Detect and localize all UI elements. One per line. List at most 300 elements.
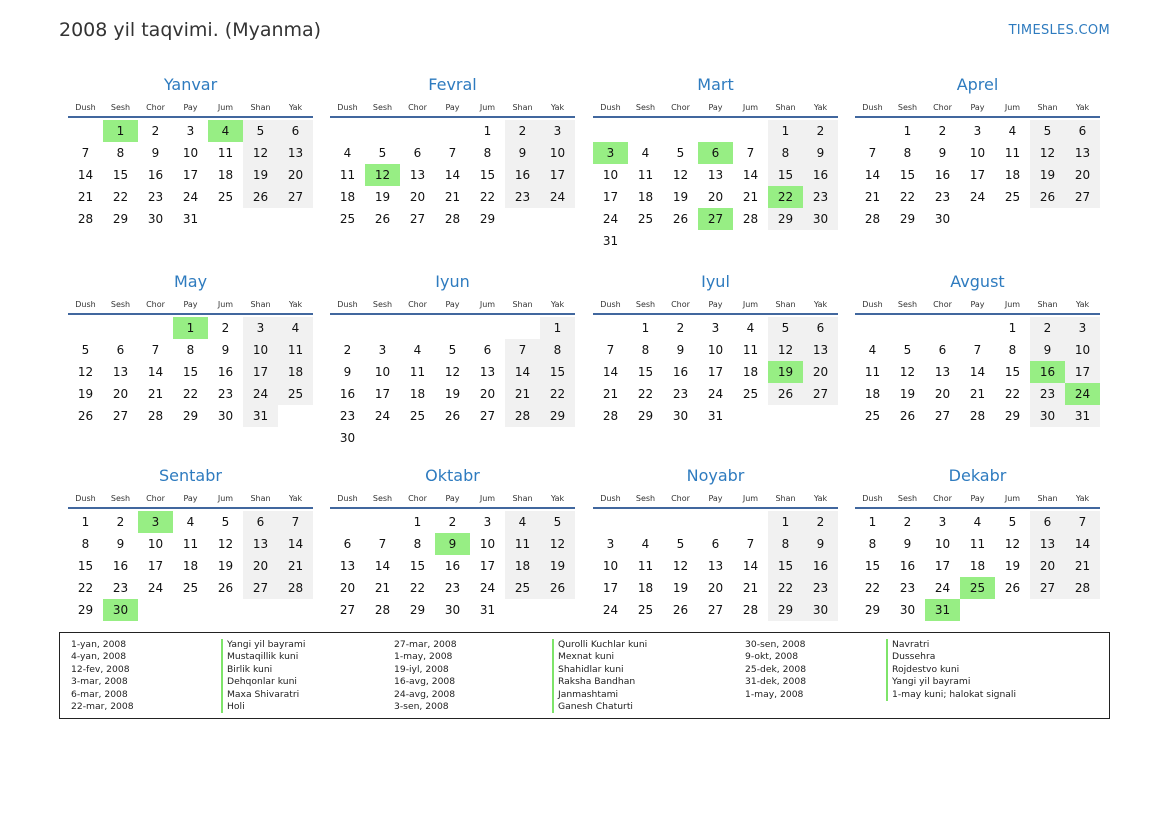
week-row: [855, 511, 1100, 533]
day-cell: 2: [116, 515, 125, 529]
day-cell: 13: [1030, 533, 1065, 555]
empty-day-cell: [698, 230, 733, 252]
day-cell: 5: [448, 343, 457, 357]
day-cell: 9: [676, 343, 685, 357]
day-cell: 9: [343, 365, 352, 379]
day-cell: 28: [969, 409, 986, 423]
month-name: Iyun: [435, 272, 470, 291]
day-cell: 17: [969, 168, 986, 182]
day-cell: 27: [409, 212, 426, 226]
day-cell: 20: [1065, 164, 1100, 186]
day-cell: 12: [77, 365, 94, 379]
weekday-label: Yak: [288, 103, 303, 112]
weekday-label: Yak: [550, 494, 565, 503]
day-cell: 31: [602, 234, 619, 248]
day-cell: 18: [742, 365, 759, 379]
day-cell: 9: [803, 142, 838, 164]
weekday-label: Chor: [933, 494, 952, 503]
weekday-label: Shan: [250, 103, 271, 112]
day-cell: 12: [768, 339, 803, 361]
day-cell: 20: [112, 387, 129, 401]
day-cell: 2: [505, 120, 540, 142]
day-cell: 5: [221, 515, 230, 529]
day-cell: 27: [479, 409, 496, 423]
day-cell: 1: [483, 124, 492, 138]
week-row: [330, 339, 575, 361]
month-name: Dekabr: [948, 466, 1007, 485]
day-cell: 5: [243, 120, 278, 142]
day-cell: 1: [413, 515, 422, 529]
week-row: [330, 120, 575, 142]
month-name: May: [173, 272, 208, 291]
weekday-label: Yak: [1075, 300, 1090, 309]
day-cell: 4: [1008, 124, 1017, 138]
day-cell: 22: [77, 581, 94, 595]
day-cell: 21: [374, 581, 391, 595]
day-cell: 1: [641, 321, 650, 335]
day-cell: 25: [505, 577, 540, 599]
day-cell: 4: [868, 343, 877, 357]
day-cell: 12: [672, 559, 689, 573]
week-row: [68, 317, 313, 339]
day-cell: 23: [505, 186, 540, 208]
day-cell: 20: [479, 387, 496, 401]
day-cell: 2: [343, 343, 352, 357]
week-row: [855, 599, 1100, 621]
day-cell: 11: [217, 146, 234, 160]
empty-day-cell: [768, 230, 803, 252]
legend-dates-column: [71, 639, 134, 713]
legend-holiday-name: Qurolli Kuchlar kuni: [552, 639, 647, 651]
week-row: [330, 142, 575, 164]
day-cell: 19: [444, 387, 461, 401]
day-cell: 7: [151, 343, 160, 357]
day-cell: 6: [278, 120, 313, 142]
month-fevral: [330, 74, 575, 230]
week-row: [593, 405, 838, 427]
day-cell: 7: [868, 146, 877, 160]
weekday-label: Chor: [146, 103, 165, 112]
week-row: [330, 555, 575, 577]
legend-dates-column: [394, 639, 457, 713]
holiday-day-cell: 31: [925, 599, 960, 621]
weekday-header: [855, 100, 1100, 118]
day-cell: 10: [182, 146, 199, 160]
week-row: [855, 405, 1100, 427]
legend-date: 16-avg, 2008: [394, 676, 456, 688]
month-may: [68, 271, 313, 427]
weekday-label: Sesh: [635, 494, 656, 503]
day-cell: 28: [374, 603, 391, 617]
day-cell: 3: [938, 515, 947, 529]
weekday-header: [593, 100, 838, 118]
day-cell: 24: [602, 212, 619, 226]
day-cell: 6: [711, 537, 720, 551]
legend-date: 1-may, 2008: [394, 651, 453, 663]
week-row: [330, 186, 575, 208]
legend-holiday-name: Navratri: [886, 639, 1016, 651]
holiday-day-cell: 12: [365, 164, 400, 186]
day-cell: 8: [1008, 343, 1017, 357]
day-cell: 29: [768, 208, 803, 230]
legend-names-column: [221, 639, 305, 713]
week-row: [68, 577, 313, 599]
empty-day-cell: [243, 208, 278, 230]
empty-day-cell: [138, 599, 173, 621]
day-cell: 6: [1065, 120, 1100, 142]
weekday-header: [593, 491, 838, 509]
day-cell: 8: [540, 339, 575, 361]
day-cell: 16: [505, 164, 540, 186]
day-cell: 15: [479, 168, 496, 182]
day-cell: 9: [151, 146, 160, 160]
empty-day-cell: [173, 599, 208, 621]
day-cell: 22: [637, 387, 654, 401]
empty-day-cell: [68, 317, 103, 339]
week-row: [68, 164, 313, 186]
day-cell: 16: [112, 559, 129, 573]
day-cell: 29: [479, 212, 496, 226]
weekday-header: [593, 297, 838, 315]
month-name: Noyabr: [686, 466, 745, 485]
weekday-label: Shan: [512, 103, 533, 112]
weekday-label: Jum: [479, 103, 496, 112]
empty-day-cell: [628, 120, 663, 142]
empty-day-cell: [593, 511, 628, 533]
empty-day-cell: [855, 317, 890, 339]
day-cell: 24: [374, 409, 391, 423]
weekday-label: Shan: [775, 103, 796, 112]
empty-day-cell: [1030, 208, 1065, 230]
legend-holiday-name: Dussehra: [886, 651, 1016, 663]
day-cell: 27: [1030, 577, 1065, 599]
day-cell: 5: [540, 511, 575, 533]
site-brand-link[interactable]: TIMESLES.COM: [1008, 23, 1110, 38]
day-cell: 26: [672, 212, 689, 226]
weekday-label: Shan: [512, 300, 533, 309]
day-cell: 11: [1004, 146, 1021, 160]
day-cell: 4: [641, 537, 650, 551]
empty-day-cell: [768, 405, 803, 427]
week-row: [593, 186, 838, 208]
day-cell: 30: [217, 409, 234, 423]
day-cell: 27: [243, 577, 278, 599]
weekday-label: Dush: [337, 300, 358, 309]
legend-holiday-name: Mexnat kuni: [552, 651, 647, 663]
day-cell: 12: [444, 365, 461, 379]
day-cell: 1: [540, 317, 575, 339]
holiday-legend: [59, 632, 1110, 719]
day-cell: 2: [803, 120, 838, 142]
weekday-label: Yak: [813, 103, 828, 112]
day-cell: 19: [77, 387, 94, 401]
empty-day-cell: [330, 511, 365, 533]
day-cell: 3: [540, 120, 575, 142]
legend-holiday-name: Ganesh Chaturti: [552, 701, 647, 713]
day-cell: 6: [243, 511, 278, 533]
empty-day-cell: [505, 208, 540, 230]
weekday-label: Yak: [288, 300, 303, 309]
day-cell: 28: [742, 603, 759, 617]
day-cell: 23: [112, 581, 129, 595]
day-cell: 15: [1004, 365, 1021, 379]
weekday-label: Shan: [512, 494, 533, 503]
day-cell: 25: [637, 212, 654, 226]
empty-day-cell: [208, 208, 243, 230]
legend-date: 3-sen, 2008: [394, 700, 449, 712]
day-cell: 2: [938, 124, 947, 138]
day-cell: 28: [602, 409, 619, 423]
day-cell: 23: [217, 387, 234, 401]
day-cell: 28: [1065, 577, 1100, 599]
empty-day-cell: [540, 427, 575, 449]
day-cell: 30: [147, 212, 164, 226]
day-cell: 11: [278, 339, 313, 361]
month-name: Mart: [697, 75, 734, 94]
day-cell: 29: [182, 409, 199, 423]
day-cell: 2: [1030, 317, 1065, 339]
day-cell: 23: [339, 409, 356, 423]
day-cell: 11: [409, 365, 426, 379]
day-cell: 19: [899, 387, 916, 401]
weekday-label: Jum: [479, 300, 496, 309]
empty-day-cell: [540, 599, 575, 621]
day-cell: 31: [182, 212, 199, 226]
day-cell: 8: [116, 146, 125, 160]
day-cell: 16: [672, 365, 689, 379]
day-cell: 30: [444, 603, 461, 617]
legend-date: 19-iyl, 2008: [394, 663, 449, 675]
weekday-label: Sesh: [110, 103, 131, 112]
weekday-label: Dush: [337, 494, 358, 503]
day-cell: 3: [711, 321, 720, 335]
month-dekabr: [855, 465, 1100, 621]
day-cell: 26: [374, 212, 391, 226]
weekday-header: [68, 491, 313, 509]
day-cell: 13: [112, 365, 129, 379]
month-iyun: [330, 271, 575, 449]
empty-day-cell: [278, 405, 313, 427]
empty-day-cell: [698, 120, 733, 142]
week-row: [68, 208, 313, 230]
day-cell: 24: [479, 581, 496, 595]
weekday-label: Pay: [708, 103, 723, 112]
empty-day-cell: [960, 208, 995, 230]
weekday-header: [330, 100, 575, 118]
month-name: Yanvar: [163, 75, 218, 94]
day-cell: 7: [81, 146, 90, 160]
legend-date: 4-yan, 2008: [71, 651, 127, 663]
week-row: [593, 317, 838, 339]
legend-date: 24-avg, 2008: [394, 688, 456, 700]
day-cell: 12: [217, 537, 234, 551]
day-cell: 10: [147, 537, 164, 551]
legend-date: 9-okt, 2008: [745, 651, 799, 663]
weekday-label: Shan: [1037, 300, 1058, 309]
day-cell: 25: [182, 581, 199, 595]
holiday-day-cell: 24: [1065, 383, 1100, 405]
holiday-day-cell: 1: [103, 120, 138, 142]
day-cell: 12: [672, 168, 689, 182]
day-cell: 3: [483, 515, 492, 529]
weekday-label: Pay: [970, 300, 985, 309]
empty-day-cell: [995, 208, 1030, 230]
holiday-day-cell: 9: [435, 533, 470, 555]
day-cell: 13: [339, 559, 356, 573]
day-cell: 14: [1065, 533, 1100, 555]
day-cell: 11: [505, 533, 540, 555]
week-row: [330, 599, 575, 621]
legend-holiday-name: Maxa Shivaratri: [221, 689, 305, 701]
empty-day-cell: [435, 317, 470, 339]
week-row: [593, 361, 838, 383]
day-cell: 25: [278, 383, 313, 405]
empty-day-cell: [365, 317, 400, 339]
empty-day-cell: [733, 120, 768, 142]
month-noyabr: [593, 465, 838, 621]
weekday-label: Sesh: [635, 103, 656, 112]
week-row: [68, 533, 313, 555]
weekday-label: Dush: [337, 103, 358, 112]
week-row: [593, 230, 838, 252]
week-row: [855, 361, 1100, 383]
week-row: [855, 208, 1100, 230]
day-cell: 19: [217, 559, 234, 573]
day-cell: 19: [374, 190, 391, 204]
day-cell: 19: [1030, 164, 1065, 186]
day-cell: 15: [540, 361, 575, 383]
day-cell: 17: [243, 361, 278, 383]
day-cell: 22: [540, 383, 575, 405]
day-cell: 22: [1004, 387, 1021, 401]
weekday-label: Pay: [445, 300, 460, 309]
week-row: [330, 361, 575, 383]
weekday-label: Shan: [775, 494, 796, 503]
weekday-label: Sesh: [897, 494, 918, 503]
day-cell: 16: [444, 559, 461, 573]
day-cell: 26: [540, 577, 575, 599]
day-cell: 26: [1004, 581, 1021, 595]
week-row: [593, 339, 838, 361]
weekday-label: Sesh: [897, 300, 918, 309]
day-cell: 25: [409, 409, 426, 423]
empty-day-cell: [540, 208, 575, 230]
day-cell: 5: [903, 343, 912, 357]
weekday-label: Yak: [813, 494, 828, 503]
day-cell: 4: [505, 511, 540, 533]
day-cell: 12: [1030, 142, 1065, 164]
day-cell: 14: [147, 365, 164, 379]
weekday-label: Dush: [75, 103, 96, 112]
weekday-label: Dush: [75, 300, 96, 309]
day-cell: 8: [868, 537, 877, 551]
day-cell: 4: [413, 343, 422, 357]
day-cell: 21: [742, 581, 759, 595]
week-row: [330, 383, 575, 405]
holiday-day-cell: 22: [768, 186, 803, 208]
day-cell: 18: [637, 190, 654, 204]
day-cell: 25: [339, 212, 356, 226]
day-cell: 30: [672, 409, 689, 423]
day-cell: 1: [1008, 321, 1017, 335]
week-row: [330, 533, 575, 555]
legend-dates-column: [745, 639, 806, 701]
empty-day-cell: [733, 405, 768, 427]
day-cell: 22: [768, 577, 803, 599]
empty-day-cell: [1030, 599, 1065, 621]
day-cell: 16: [803, 555, 838, 577]
day-cell: 21: [505, 383, 540, 405]
week-row: [330, 317, 575, 339]
day-cell: 29: [77, 603, 94, 617]
legend-date: 31-dek, 2008: [745, 676, 807, 688]
legend-date: 22-mar, 2008: [71, 700, 134, 712]
day-cell: 7: [606, 343, 615, 357]
day-cell: 26: [899, 409, 916, 423]
legend-date: 30-sen, 2008: [745, 639, 806, 650]
day-cell: 11: [339, 168, 356, 182]
weekday-header: [330, 491, 575, 509]
day-cell: 21: [602, 387, 619, 401]
day-cell: 24: [969, 190, 986, 204]
holiday-day-cell: 25: [960, 577, 995, 599]
weekday-label: Yak: [550, 300, 565, 309]
day-cell: 1: [81, 515, 90, 529]
day-cell: 30: [1030, 405, 1065, 427]
day-cell: 15: [864, 559, 881, 573]
empty-day-cell: [663, 511, 698, 533]
month-name: Aprel: [956, 75, 999, 94]
day-cell: 12: [540, 533, 575, 555]
day-cell: 27: [278, 186, 313, 208]
day-cell: 19: [672, 581, 689, 595]
day-cell: 2: [448, 515, 457, 529]
day-cell: 23: [444, 581, 461, 595]
weekday-header: [855, 491, 1100, 509]
day-cell: 14: [374, 559, 391, 573]
day-cell: 5: [676, 146, 685, 160]
month-name: Sentabr: [159, 466, 222, 485]
day-cell: 9: [938, 146, 947, 160]
day-cell: 2: [151, 124, 160, 138]
day-cell: 28: [444, 212, 461, 226]
day-cell: 8: [81, 537, 90, 551]
day-cell: 13: [707, 168, 724, 182]
day-cell: 29: [409, 603, 426, 617]
empty-day-cell: [330, 317, 365, 339]
empty-day-cell: [593, 120, 628, 142]
day-cell: 31: [243, 405, 278, 427]
weekday-label: Shan: [775, 300, 796, 309]
day-cell: 19: [1004, 559, 1021, 573]
day-cell: 9: [505, 142, 540, 164]
day-cell: 30: [899, 603, 916, 617]
week-row: [855, 142, 1100, 164]
day-cell: 16: [217, 365, 234, 379]
holiday-day-cell: 3: [593, 142, 628, 164]
day-cell: 26: [77, 409, 94, 423]
day-cell: 19: [540, 555, 575, 577]
legend-holiday-name: Shahidlar kuni: [552, 664, 647, 676]
empty-day-cell: [400, 120, 435, 142]
day-cell: 7: [746, 537, 755, 551]
day-cell: 13: [803, 339, 838, 361]
day-cell: 7: [505, 339, 540, 361]
day-cell: 23: [899, 581, 916, 595]
weekday-label: Jum: [217, 103, 234, 112]
weekday-label: Shan: [1037, 103, 1058, 112]
weekday-label: Jum: [217, 494, 234, 503]
